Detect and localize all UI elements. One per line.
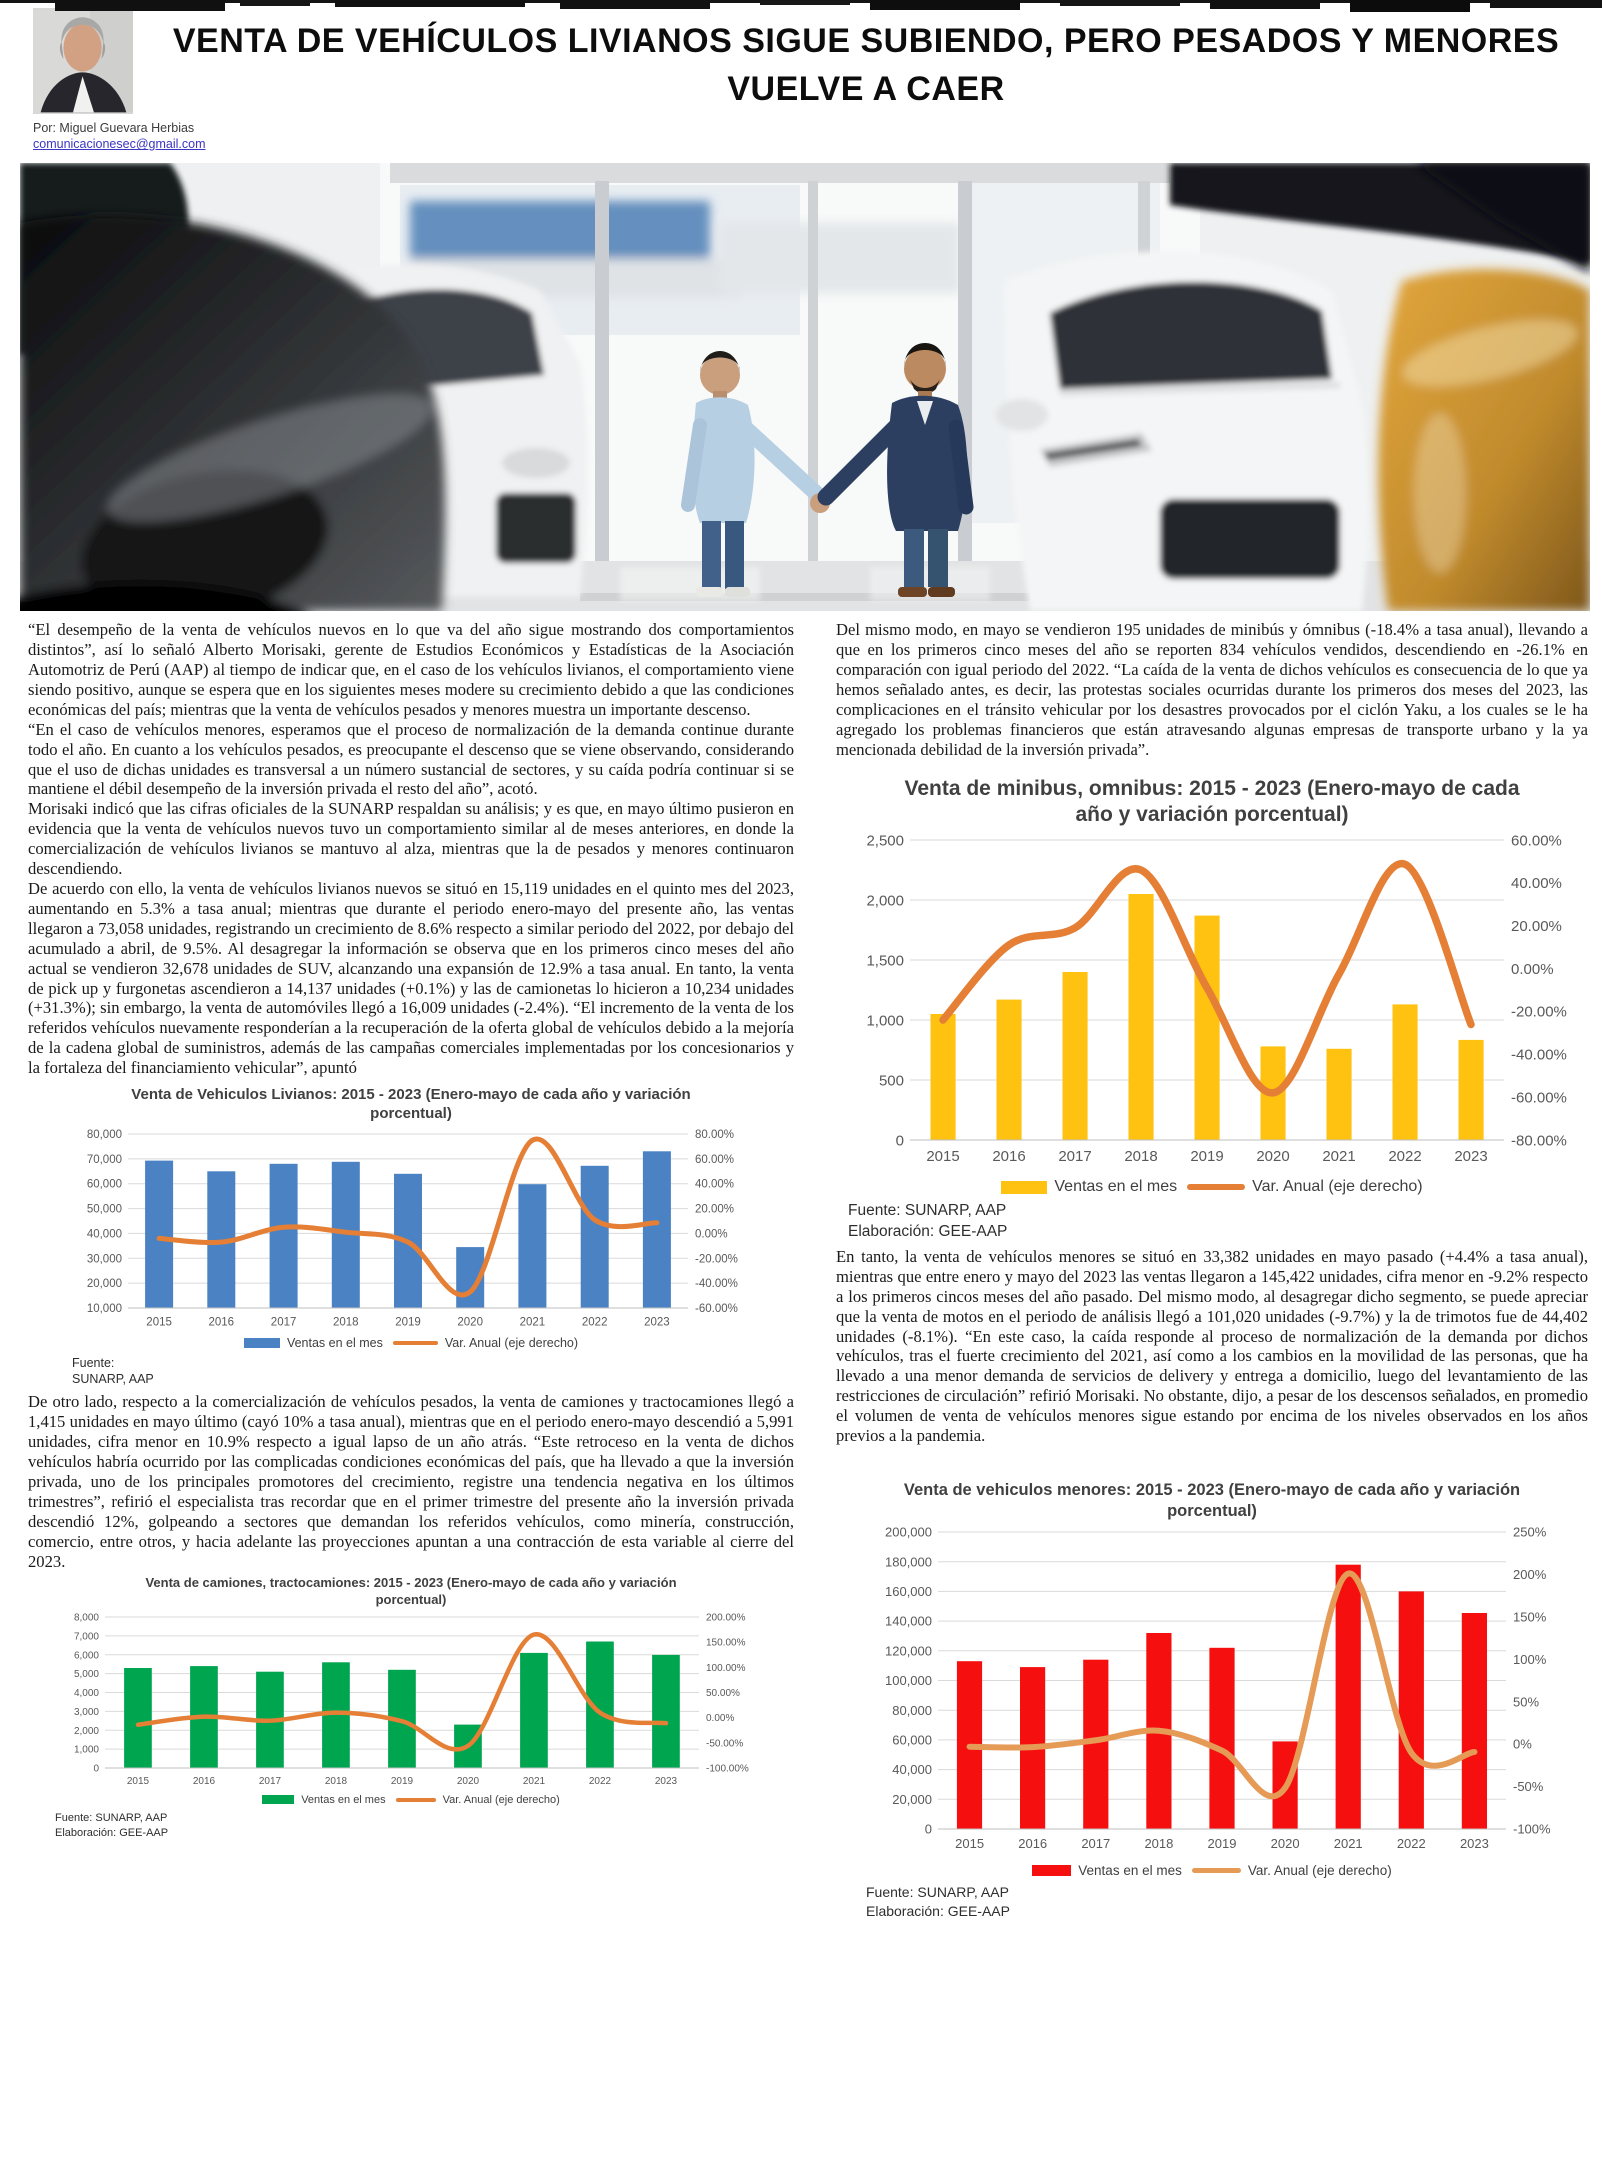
svg-text:2023: 2023 (644, 1316, 670, 1329)
chart-title: Venta de camiones, tractocamiones: 2015 - 2023 (Enero-mayo de cada año y variación porcentual) (145, 1575, 677, 1607)
chart-vehiculos-menores (860, 1480, 1564, 1921)
author-email-link[interactable]: comunicacionesec@gmail.com (33, 137, 206, 152)
svg-text:2023: 2023 (1459, 1836, 1489, 1852)
svg-text:2017: 2017 (1058, 1148, 1092, 1166)
svg-text:2,000: 2,000 (73, 1725, 99, 1737)
svg-text:160,000: 160,000 (885, 1584, 932, 1600)
svg-text:-100.00%: -100.00% (706, 1763, 749, 1775)
svg-text:0: 0 (93, 1763, 99, 1775)
svg-text:2016: 2016 (992, 1148, 1026, 1166)
legend-label: Var. Anual (eje derecho) (1252, 1178, 1423, 1196)
article-body (0, 620, 1602, 1925)
legend-label: Ventas en el mes (1054, 1178, 1178, 1196)
svg-text:2,500: 2,500 (866, 832, 904, 850)
svg-text:60.00%: 60.00% (1511, 832, 1562, 850)
chart-title: Venta de vehiculos menores: 2015 - 2023 (Enero-mayo de cada año y variación porcentual) (903, 1480, 1521, 1520)
chart-camiones-tractocamiones (49, 1575, 773, 1840)
chart-source: Fuente: SUNARP, AAP Elaboración: GEE-AAP (55, 1811, 169, 1839)
chart-title: Venta de minibus, omnibus: 2015 - 2023 (Enero-mayo de cada año y variación porcentual) (904, 776, 1520, 826)
legend-line-swatch (396, 1798, 436, 1802)
svg-text:-60.00%: -60.00% (695, 1302, 738, 1315)
svg-text:0.00%: 0.00% (706, 1713, 735, 1725)
chart-legend (66, 1336, 756, 1350)
legend-bar-swatch (262, 1795, 294, 1804)
chart-source: Fuente: SUNARP, AAP Elaboración: GEE-AAP (848, 1202, 1008, 1240)
svg-text:2018: 2018 (1124, 1148, 1158, 1166)
chart-canvas (842, 830, 1582, 1176)
svg-text:150.00%: 150.00% (706, 1637, 746, 1649)
legend-label: Var. Anual (eje derecho) (1247, 1863, 1392, 1879)
author-portrait-graphic (33, 8, 133, 114)
svg-text:-40.00%: -40.00% (695, 1277, 738, 1290)
chart-legend (860, 1863, 1564, 1878)
svg-text:120,000: 120,000 (885, 1643, 932, 1659)
bars (926, 894, 1487, 1165)
svg-text:2016: 2016 (192, 1775, 216, 1787)
svg-text:2018: 2018 (1144, 1836, 1174, 1852)
chart-canvas (66, 1126, 756, 1334)
chart-source: Fuente: SUNARP, AAP Elaboración: GEE-AAP (866, 1884, 1010, 1920)
svg-text:2015: 2015 (926, 1148, 960, 1166)
legend-label: Var. Anual (eje derecho) (444, 1335, 579, 1350)
svg-text:50.00%: 50.00% (706, 1687, 740, 1699)
svg-text:2019: 2019 (395, 1316, 421, 1329)
legend-label: Ventas en el mes (1078, 1863, 1182, 1879)
svg-text:2023: 2023 (654, 1775, 678, 1787)
svg-text:140,000: 140,000 (885, 1613, 932, 1629)
svg-text:200.00%: 200.00% (706, 1612, 746, 1624)
svg-text:60,000: 60,000 (86, 1178, 122, 1191)
paragraph: Del mismo modo, en mayo se vendieron 195 unidades de minibús y ómnibus (-18.4% a tasa anual), llevando a que en los primeros cinco meses del año se reporten 834 vehículos vendidos, descendiendo en -26.1% en comparación con igual periodo del 2022. “La caída de la venta de dichos vehículos es consecuencia de lo que ya hemos señalado antes, es decir, las protestas sociales ocurridas durante los primeros dos meses del 2023, las complicaciones en el tránsito vehicular por los desastres provocados por el ciclón Yaku, a los cuales se le ha agregado los problemas financieros que están atravesando algunas empresas de transporte urbano y la ya mencionada debilidad de la inversión privada”. (836, 620, 1588, 759)
svg-text:60,000: 60,000 (892, 1732, 932, 1748)
legend-bar-swatch (1001, 1181, 1047, 1194)
svg-text:2021: 2021 (1333, 1836, 1363, 1852)
svg-text:250%: 250% (1513, 1524, 1547, 1540)
svg-text:2020: 2020 (1256, 1148, 1290, 1166)
svg-text:40.00%: 40.00% (695, 1178, 735, 1191)
svg-text:2019: 2019 (1207, 1836, 1237, 1852)
svg-text:40.00%: 40.00% (1511, 875, 1562, 893)
svg-text:2016: 2016 (208, 1316, 235, 1329)
paragraph: De otro lado, respecto a la comercialización de vehículos pesados, la venta de camiones y tractocamiones llegó a 1,415 unidades en mayo último (cayó 10% a tasa anual), mientras que en el periodo enero-mayo descendió a 5,991 unidades, cifra menor en 10.9% respecto a igual lapso de un año atrás. “Este retroceso en la venta de dichos vehículos habría ocurrido por las complicadas condiciones económicas del país, que ha llevado a que la inversión privada, uno de los principales promotores del crecimiento, registre una tendencia negativa en los últimos trimestres”, refirió el especialista tras recordar que en el primer trimestre del presente año la inversión privada descendió 12%, golpeando a sectores que demandan los referidos vehículos, como minería, construcción, comercio, entre otros, y hacia adelante las proyecciones apuntan a una contracción de esta variable al cierre del 2023. (28, 1392, 794, 1571)
paragraph: “El desempeño de la venta de vehículos nuevos en lo que va del año sigue mostrando dos comportamientos distintos”, así lo señaló Alberto Morisaki, gerente de Estudios Económicos y Estadísticas de la Asociación Automotriz de Perú (AAP) al tiempo de indicar que, en el caso de los vehículos livianos, el comportamiento viene siendo positivo, aunque se espera que en los siguientes meses modere su crecimiento debido a que las condiciones económicas del país; mientras que la venta de vehículos pesados y menores muestra un importante descenso. (28, 620, 794, 719)
torn-paper-edge (0, 0, 1602, 16)
svg-text:30,000: 30,000 (86, 1252, 122, 1265)
svg-text:3,000: 3,000 (73, 1706, 99, 1718)
article-header (0, 0, 1602, 152)
chart-legend (49, 1794, 773, 1806)
svg-text:50%: 50% (1513, 1694, 1540, 1710)
article-title: VENTA DE VEHÍCULOS LIVIANOS SIGUE SUBIENDO, PERO PESADOS Y MENORES VUELVE A CAER (172, 22, 1560, 108)
svg-text:2,000: 2,000 (866, 892, 904, 910)
svg-text:7,000: 7,000 (73, 1631, 99, 1643)
svg-text:2015: 2015 (955, 1836, 985, 1852)
svg-text:80,000: 80,000 (892, 1702, 932, 1718)
svg-text:-20.00%: -20.00% (1511, 1003, 1567, 1021)
svg-text:40,000: 40,000 (892, 1762, 932, 1778)
svg-text:1,000: 1,000 (866, 1012, 904, 1030)
right-column (836, 620, 1588, 1925)
chart-legend (842, 1178, 1582, 1196)
svg-text:2021: 2021 (1322, 1148, 1356, 1166)
paragraph: Morisaki indicó que las cifras oficiales de la SUNARP respaldan su análisis; y es que, en mayo último pusieron en evidencia que la venta de vehículos nuevos tuvo un comportamiento similar al de meses anteriores, en donde la comercialización de vehículos livianos se mantuvo al alza, mientras que la de pesados y menores continuaron descendiendo. (28, 799, 794, 879)
bars (124, 1641, 680, 1787)
svg-text:0.00%: 0.00% (1511, 960, 1554, 978)
svg-text:2022: 2022 (581, 1316, 608, 1329)
svg-text:6,000: 6,000 (73, 1650, 99, 1662)
svg-text:200,000: 200,000 (885, 1524, 932, 1540)
chart-title: Venta de Vehiculos Livianos: 2015 - 2023 (Enero-mayo de cada año y variación porcentual) (131, 1086, 691, 1122)
svg-text:0%: 0% (1513, 1736, 1532, 1752)
svg-text:4,000: 4,000 (73, 1687, 99, 1699)
svg-text:-50%: -50% (1513, 1779, 1544, 1795)
legend-bar-swatch (1032, 1865, 1071, 1876)
svg-text:2021: 2021 (522, 1775, 546, 1787)
chart-source: Fuente: SUNARP, AAP (72, 1355, 154, 1387)
svg-text:70,000: 70,000 (86, 1153, 122, 1166)
svg-text:-50.00%: -50.00% (706, 1738, 744, 1750)
svg-text:2020: 2020 (456, 1775, 480, 1787)
svg-text:20,000: 20,000 (892, 1792, 932, 1808)
svg-text:40,000: 40,000 (86, 1228, 122, 1241)
svg-text:-100%: -100% (1513, 1821, 1551, 1837)
paragraph: De acuerdo con ello, la venta de vehículos livianos nuevos se situó en 15,119 unidades en el quinto mes del 2023, aumentando en 5.3% a tasa anual; mientras que durante el periodo enero-mayo del presente año, las ventas llegaron a 73,058 unidades, registrando un crecimiento de 8.6% respecto a similar periodo del 2022, por debajo del acumulado a abril, de 9.5%. Al desagregar la información se observa que en los primeros cinco meses del año actual se vendieron 32,678 unidades de SUV, alcanzando una expansión de 12.9% a tasa anual. En tanto, la venta de pick up y furgonetas ascendieron a 14,137 unidades (+0.1%) y las de camionetas lo hicieron a 10,234 unidades (+31.3%); sin embargo, la venta de automóviles llegó a 16,009 unidades (-2.4%). “El incremento de la venta de los referidos vehículos nuevamente responderían a la recuperación de la oferta global de vehículos debido a la mejoría de la cadena global de suministros, además de las campañas comerciales implementadas por los concesionarios y la fortaleza del financiamiento vehicular”, apuntó (28, 878, 794, 1078)
svg-text:0: 0 (895, 1132, 904, 1150)
svg-text:2017: 2017 (258, 1775, 282, 1787)
author-photo (33, 8, 133, 114)
svg-text:100.00%: 100.00% (706, 1662, 746, 1674)
svg-text:100,000: 100,000 (885, 1673, 932, 1689)
svg-text:-60.00%: -60.00% (1511, 1089, 1567, 1107)
svg-text:80.00%: 80.00% (695, 1128, 735, 1141)
svg-text:150%: 150% (1513, 1609, 1547, 1625)
dealership-photo (20, 163, 1590, 611)
svg-text:2019: 2019 (390, 1775, 414, 1787)
svg-text:2022: 2022 (1388, 1148, 1422, 1166)
svg-text:1,500: 1,500 (866, 952, 904, 970)
chart-minibus-omnibus (842, 776, 1582, 1243)
author-byline: Por: Miguel Guevara Herbias (33, 121, 195, 135)
svg-text:0: 0 (924, 1821, 932, 1837)
svg-text:1,000: 1,000 (73, 1744, 99, 1756)
paragraph: “En el caso de vehículos menores, esperamos que el proceso de normalización de la demanda continue durante todo el año. En cuanto a los vehículos pesados, es preocupante el descenso que se viene observando, considerando que el uso de dichas unidades es transversal a un número sustancial de sectores, y su caída podría continuar si se mantiene el débil desempeño de la inversión privada el resto del año”, acotó. (28, 719, 794, 799)
svg-text:2022: 2022 (1396, 1836, 1426, 1852)
chart-vehiculos-livianos (66, 1086, 756, 1388)
svg-text:5,000: 5,000 (73, 1669, 99, 1681)
svg-text:2020: 2020 (1270, 1836, 1300, 1852)
legend-bar-swatch (244, 1338, 280, 1348)
svg-text:2019: 2019 (1190, 1148, 1224, 1166)
svg-text:10,000: 10,000 (86, 1302, 122, 1315)
svg-text:20.00%: 20.00% (1511, 918, 1562, 936)
svg-text:2015: 2015 (146, 1316, 172, 1329)
svg-text:-20.00%: -20.00% (695, 1252, 738, 1265)
legend-line-swatch (1192, 1868, 1241, 1873)
legend-label: Var. Anual (eje derecho) (442, 1793, 560, 1806)
svg-text:180,000: 180,000 (885, 1554, 932, 1570)
svg-text:100%: 100% (1513, 1651, 1547, 1667)
svg-text:20,000: 20,000 (86, 1277, 122, 1290)
chart-canvas (49, 1610, 773, 1792)
svg-text:2023: 2023 (1454, 1148, 1488, 1166)
svg-text:-40.00%: -40.00% (1511, 1046, 1567, 1064)
svg-text:2018: 2018 (333, 1316, 359, 1329)
svg-text:2017: 2017 (1081, 1836, 1111, 1852)
bars (955, 1565, 1489, 1851)
svg-text:8,000: 8,000 (73, 1612, 99, 1624)
legend-line-swatch (1187, 1184, 1245, 1190)
svg-text:200%: 200% (1513, 1567, 1547, 1583)
svg-text:80,000: 80,000 (86, 1128, 122, 1141)
svg-text:50,000: 50,000 (86, 1203, 122, 1216)
svg-text:2018: 2018 (324, 1775, 348, 1787)
dealership-scene-graphic (20, 163, 1590, 611)
svg-text:2022: 2022 (588, 1775, 612, 1787)
legend-line-swatch (393, 1341, 438, 1345)
svg-text:20.00%: 20.00% (695, 1203, 735, 1216)
paragraph: En tanto, la venta de vehículos menores se situó en 33,382 unidades en mayo pasado (+4.4% a tasa anual), mientras que entre enero y mayo del 2023 las ventas llegaron a 145,422 unidades, cifra menor en -9.2% respecto a los primeros cincos meses del año pasado. Del mismo modo, al desagregar dicho segmento, se puede apreciar que la venta de motos en el periodo de análisis llegó a 101,020 unidades (-9.7%) y la de trimotos fue de 44,402 unidades (-8.1%). “En este caso, la caída responde al proceso de normalización de la demanda por dichos vehículos, tras el fuerte crecimiento del 2021, así como a los cambios en la movilidad de las personas, que ha llevado a una menor demanda de servicios de delivery y entrega a domicilio, luego del levantamiento de las restricciones de circulación” refirió Morisaki. No obstante, dijo, a pesar de los descensos señalados, en promedio el volumen de venta de vehículos menores sigue estando por encima de los niveles observados en los años previos a la pandemia. (836, 1246, 1588, 1446)
svg-text:500: 500 (878, 1072, 904, 1090)
svg-text:0.00%: 0.00% (695, 1228, 728, 1241)
svg-text:2015: 2015 (126, 1775, 150, 1787)
svg-text:60.00%: 60.00% (695, 1153, 735, 1166)
svg-text:-80.00%: -80.00% (1511, 1132, 1567, 1150)
legend-label: Ventas en el mes (301, 1793, 386, 1806)
svg-text:2016: 2016 (1018, 1836, 1048, 1852)
legend-label: Ventas en el mes (286, 1335, 383, 1350)
chart-canvas (860, 1523, 1564, 1861)
svg-text:2020: 2020 (457, 1316, 483, 1329)
svg-text:2017: 2017 (270, 1316, 297, 1329)
left-column (28, 620, 794, 1925)
svg-text:2021: 2021 (519, 1316, 546, 1329)
